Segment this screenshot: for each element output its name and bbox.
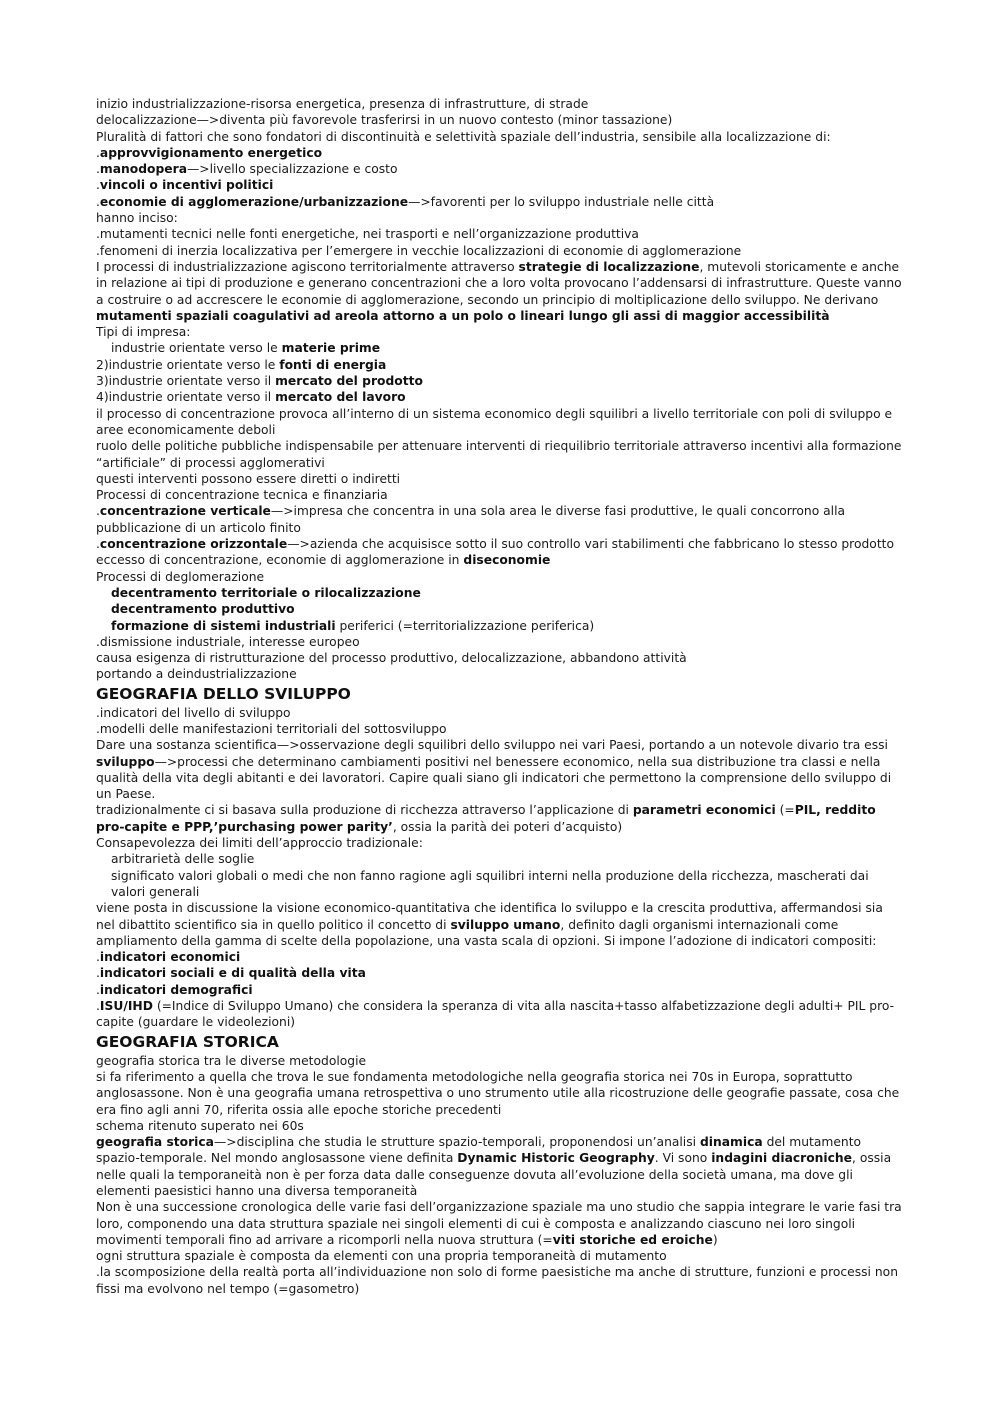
paragraph [96,438,904,471]
paragraph [96,194,904,210]
text-run: .fenomeni di inerzia localizzativa per l’emergere in vecchie localizzazioni di economie di agglomerazione [96,243,742,258]
bold-text: formazione di sistemi industriali [111,618,336,633]
paragraph [96,618,904,634]
paragraph [96,389,904,405]
text-run: ogni struttura spaziale è composta da elementi con una propria temporaneità di mutamento [96,1249,667,1264]
paragraph [96,210,904,226]
text-run: eccesso di concentrazione, economie di agglomerazione in [96,553,464,568]
paragraph [96,536,904,552]
text-run: si fa riferimento a quella che trova le sue fondamenta metodologiche nella geografia storica nei 70s in Europa, soprattutto anglosassone. Non è una geografia umana retrospettiva o uno strumento utile alla ricostruzione delle geografie passate, cosa che era fino agli anni 70, riferita ossia alle epoche storiche precedenti [96,1069,900,1117]
text-run: , ossia nelle quali la temporaneità non è per forza data dalle conseguenze dovuta all’evoluzione della società umana, ma dove gli elementi paesistici hanno una diversa temporaneità [96,1151,892,1198]
text-run: , definito dagli organismi internazionali come ampliamento della gamma di scelte della popolazione, una vasta scala di opzioni. Si impone l’adozione di indicatori compositi: [96,917,877,948]
paragraph [96,737,904,753]
paragraph [96,835,904,851]
paragraph [96,161,904,177]
text-run: 2)industrie orientate verso le [96,357,280,372]
text-run: Dare una sostanza scientifica—>osservazione degli squilibri dello sviluppo nei vari Paesi, portando a un notevole divario tra essi [96,738,888,753]
bold-text: economie di agglomerazione/urbanizzazione [99,194,409,209]
paragraph [96,601,904,617]
paragraph [96,1134,904,1199]
paragraph [96,1069,904,1118]
bold-text: strategie di localizzazione [518,259,700,274]
bold-text: viti storiche ed eroiche [552,1232,713,1247]
bold-text: dinamica [699,1135,763,1150]
paragraph [96,998,904,1031]
text-run: portando a deindustrializzazione [96,667,297,682]
paragraph [96,487,904,503]
text-run: .mutamenti tecnici nelle fonti energetiche, nei trasporti e nell’organizzazione produttiva [96,227,639,242]
paragraph [96,569,904,585]
bold-text: concentrazione orizzontale [99,537,288,552]
paragraph [96,373,904,389]
bold-text: decentramento territoriale o rilocalizzazione [111,585,421,600]
paragraph [96,503,904,536]
paragraph [96,324,904,340]
paragraph [96,226,904,242]
bold-text: Dynamic Historic Geography [457,1151,655,1166]
bold-text: diseconomie [463,553,551,568]
text-run: Processi di concentrazione tecnica e finanziaria [96,488,388,503]
paragraph [96,145,904,161]
bold-text: mercato del prodotto [275,374,423,389]
bold-text: fonti di energia [279,357,387,372]
text-run: —>disciplina che studia le strutture spazio-temporali, proponendosi un’analisi [213,1135,700,1150]
paragraph [96,340,904,356]
paragraph [96,552,904,568]
paragraph [96,1053,904,1069]
text-run: viene posta in discussione la visione economico-quantitativa che identifica lo sviluppo e la crescita produttiva, affermandosi sia nel dibattito scientifico sia in quello politico il concetto di [96,901,883,932]
text-run: . [96,504,100,519]
paragraph [96,1264,904,1297]
bold-text: PIL, reddito pro-capite e PPP,’purchasing power parity’ [96,803,876,834]
paragraph [96,634,904,650]
paragraph [96,982,904,998]
bold-text: approvvigionamento energetico [99,145,323,160]
bold-text: vincoli o incentivi politici [99,178,274,193]
text-run: il processo di concentrazione provoca all’interno di un sistema economico degli squilibri a livello territoriale con poli di sviluppo e aree economicamente deboli [96,406,893,437]
paragraph [96,259,904,324]
bold-text: sviluppo [96,754,155,769]
text-run: —>favorenti per lo sviluppo industriale nelle città [408,194,715,209]
text-run: .la scomposizione della realtà porta all’individuazione non solo di forme paesistiche ma anche di strutture, funzioni e processi non fissi ma evolvono nel tempo (=gasometro) [96,1265,898,1296]
paragraph [96,666,904,682]
bold-text: indicatori economici [99,950,241,965]
text-run: . [96,966,100,981]
text-run: . Vi sono [654,1151,712,1166]
text-run: questi interventi possono essere diretti o indiretti [96,471,401,486]
bold-text: indagini diacroniche [711,1151,853,1166]
paragraph [96,129,904,145]
bold-text: sviluppo umano [450,917,561,932]
text-run: ruolo delle politiche pubbliche indispensabile per attenuare interventi di riequilibrio territoriale attraverso incentivi alla formazione “artificiale” di processi agglomerativi [96,439,902,470]
text-run: tradizionalmente ci si basava sulla produzione di ricchezza attraverso l’applicazione di [96,803,633,818]
text-run: Processi di deglomerazione [96,569,265,584]
text-run: —>azienda che acquisisce sotto il suo controllo vari stabilimenti che fabbricano lo stesso prodotto [287,537,894,552]
text-run: significato valori globali o medi che non fanno ragione agli squilibri interni nella produzione della ricchezza, mascherati dai valori generali [111,868,869,899]
paragraph [96,721,904,737]
paragraph [96,754,904,803]
bold-text: concentrazione verticale [99,504,271,519]
text-run: .modelli delle manifestazioni territoriali del sottosviluppo [96,721,447,736]
section-heading [96,685,904,704]
bold-text: ISU/IHD [99,999,153,1014]
bold-text: mutamenti spaziali coagulativi ad areola attorno a un polo o lineari lungo gli assi di maggior accessibilità [96,308,830,323]
text-run: —>processi che determinano cambiamenti positivi nel benessere economico, nella sua distribuzione tra classi e nella qualità della vita degli abitanti e dei lavoratori. Capire quali siano gli indicatori che permettono la comprensione dello sviluppo di un Paese. [96,754,892,802]
paragraph [96,802,904,835]
paragraph [96,585,904,601]
section-heading [96,1033,904,1052]
bold-text: indicatori demografici [99,982,253,997]
bold-text: mercato del lavoro [275,390,406,405]
paragraph [96,851,904,867]
bold-text: materie prime [281,341,381,356]
text-run: (=Indice di Sviluppo Umano) che considera la speranza di vita alla nascita+tasso alfabetizzazione degli adulti+ PIL pro-capite (guardare le videolezioni) [96,999,895,1030]
text-run: ) [712,1232,718,1247]
text-run: Consapevolezza dei limiti dell’approccio tradizionale: [96,836,423,851]
text-run: . [96,145,100,160]
paragraph [96,965,904,981]
paragraph [96,112,904,128]
text-run: . [96,982,100,997]
text-run: GEOGRAFIA STORICA [96,1032,279,1051]
paragraph [96,1248,904,1264]
text-run: —>impresa che concentra in una sola area le diverse fasi produttive, le quali concorrono alla pubblicazione di un articolo finito [96,504,846,535]
paragraph [96,705,904,721]
bold-text: manodopera [99,162,187,177]
text-run: Non è una successione cronologica delle varie fasi dell’organizzazione spaziale ma uno studio che sappia integrare le varie fasi tra loro, componendo una data struttura spaziale nei singoli elementi di cui è composta e analizzando ciascuno nei loro singoli movimenti temporali fino ad arrivare a ricomporli nella nuova struttura (= [96,1200,902,1247]
text-run: inizio industrializzazione-risorsa energetica, presenza di infrastrutture, di strade [96,97,589,111]
bold-text: geografia storica [96,1135,214,1150]
text-run: delocalizzazione—>diventa più favorevole trasferirsi in un nuovo contesto (minor tassazione) [96,113,673,128]
paragraph [96,177,904,193]
text-run: . [96,999,100,1014]
bold-text: decentramento produttivo [111,602,295,617]
paragraph [96,243,904,259]
text-run: Tipi di impresa: [96,325,191,340]
text-run: I processi di industrializzazione agiscono territorialmente attraverso [96,259,519,274]
text-run: schema ritenuto superato nei 60s [96,1118,304,1133]
paragraph [96,406,904,439]
text-run: 4)industrie orientate verso il [96,390,276,405]
text-run: . [96,178,100,193]
paragraph [96,1199,904,1248]
paragraph [96,868,904,901]
paragraph [96,900,904,949]
text-run: . [96,194,100,209]
paragraph [96,471,904,487]
text-run: . [96,950,100,965]
paragraph [96,650,904,666]
bold-text: indicatori sociali e di qualità della vita [99,966,366,981]
paragraph [96,1118,904,1134]
text-run: , ossia la parità dei poteri d’acquisto) [392,819,623,834]
paragraph [96,357,904,373]
paragraph [96,949,904,965]
text-run: industrie orientate verso le [111,341,282,356]
bold-text: parametri economici [632,803,776,818]
text-run: hanno inciso: [96,211,178,226]
paragraph [96,96,904,112]
text-run: (= [775,803,795,818]
text-run: arbitrarietà delle soglie [111,852,255,867]
text-run: 3)industrie orientate verso il [96,374,276,389]
text-run: Pluralità di fattori che sono fondatori di discontinuità e selettività spaziale dell’industria, sensibile alla localizzazione di: [96,129,831,144]
text-run: del mutamento spazio-temporale. Nel mondo anglosassone viene definita [96,1135,862,1166]
text-run: GEOGRAFIA DELLO SVILUPPO [96,684,351,703]
text-run: causa esigenza di ristrutturazione del processo produttivo, delocalizzazione, abbandono attività [96,651,687,666]
text-run: .dismissione industriale, interesse europeo [96,634,360,649]
text-run: , mutevoli storicamente e anche in relazione ai tipi di produzione e generano concentrazioni che a loro volta provocano l’addensarsi di infrastrutture. Queste vanno a costruire o ad accrescere le economie di agglomerazione, secondo un principio di moltiplicazione dello sviluppo. Ne derivano [96,259,902,307]
text-run: .indicatori del livello di sviluppo [96,705,291,720]
text-run: . [96,162,100,177]
text-run: periferici (=territorializzazione periferica) [335,618,595,633]
text-run: —>livello specializzazione e costo [187,162,398,177]
text-run: . [96,537,100,552]
text-run: geografia storica tra le diverse metodologie [96,1053,367,1068]
